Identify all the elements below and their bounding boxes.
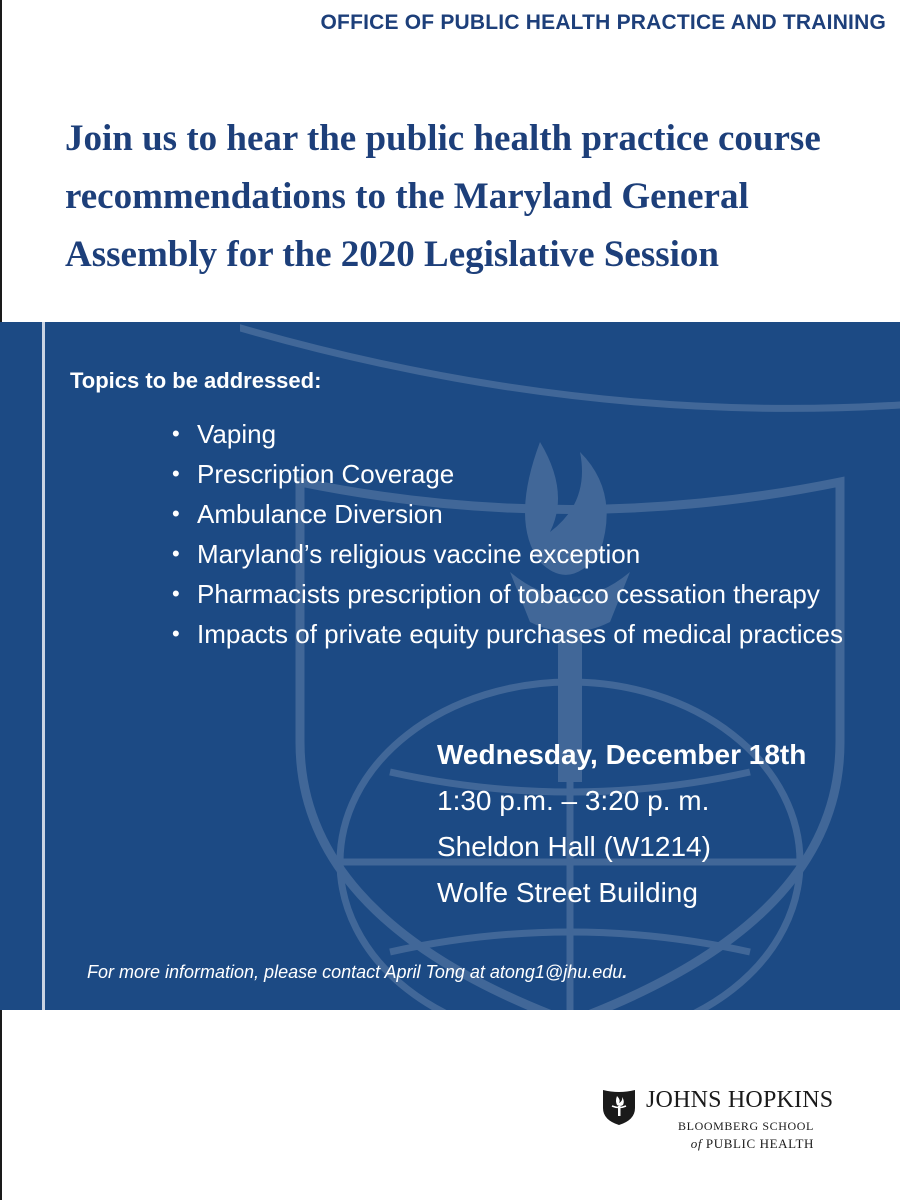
logo-public-health (600, 1136, 814, 1152)
topic-item (172, 494, 852, 534)
topic-item (172, 414, 852, 454)
panel-left-rule (42, 322, 45, 1010)
event-headline: Join us to hear the public health practice course recommendations to the Maryland General Assembly for the 2020 Legislative Session (65, 118, 821, 275)
office-header: OFFICE OF PUBLIC HEALTH PRACTICE AND TRAINING (320, 11, 886, 34)
bullet-dot-icon: • (172, 541, 180, 566)
topic-text: Prescription Coverage (197, 459, 455, 489)
bullet-dot-icon: • (172, 621, 180, 646)
topics-heading: Topics to be addressed: (70, 368, 322, 393)
topics-list (172, 414, 852, 654)
event-room: Sheldon Hall (W1214) (437, 831, 711, 862)
contact-line (87, 962, 627, 983)
logo-public-health-text: PUBLIC HEALTH (705, 1136, 814, 1151)
logo-school: BLOOMBERG SCHOOL (678, 1119, 814, 1133)
bullet-dot-icon: • (172, 581, 180, 606)
logo-of: of (690, 1136, 703, 1151)
topic-text: Pharmacists prescription of tobacco cessation therapy (197, 579, 820, 609)
event-time: 1:30 p.m. – 3:20 p. m. (437, 785, 710, 816)
bullet-dot-icon: • (172, 501, 180, 526)
contact-text: For more information, please contact April Tong at atong1@jhu.edu (87, 962, 623, 982)
bullet-dot-icon: • (172, 421, 180, 446)
topic-item (172, 614, 852, 654)
event-date: Wednesday, December 18th (437, 739, 807, 770)
topic-item (172, 534, 852, 574)
topic-item (172, 454, 852, 494)
topic-text: Maryland’s religious vaccine exception (197, 539, 641, 569)
event-details (437, 732, 806, 916)
topic-text: Impacts of private equity purchases of medical practices (197, 619, 843, 649)
bullet-dot-icon: • (172, 461, 180, 486)
event-building: Wolfe Street Building (437, 877, 698, 908)
topic-text: Vaping (197, 419, 277, 449)
topic-item (172, 574, 852, 614)
contact-period: . (622, 962, 628, 982)
details-panel (0, 322, 900, 1010)
logo-name: JOHNS HOPKINS (646, 1087, 834, 1113)
topic-text: Ambulance Diversion (197, 499, 443, 529)
jhu-logo (600, 1083, 840, 1183)
